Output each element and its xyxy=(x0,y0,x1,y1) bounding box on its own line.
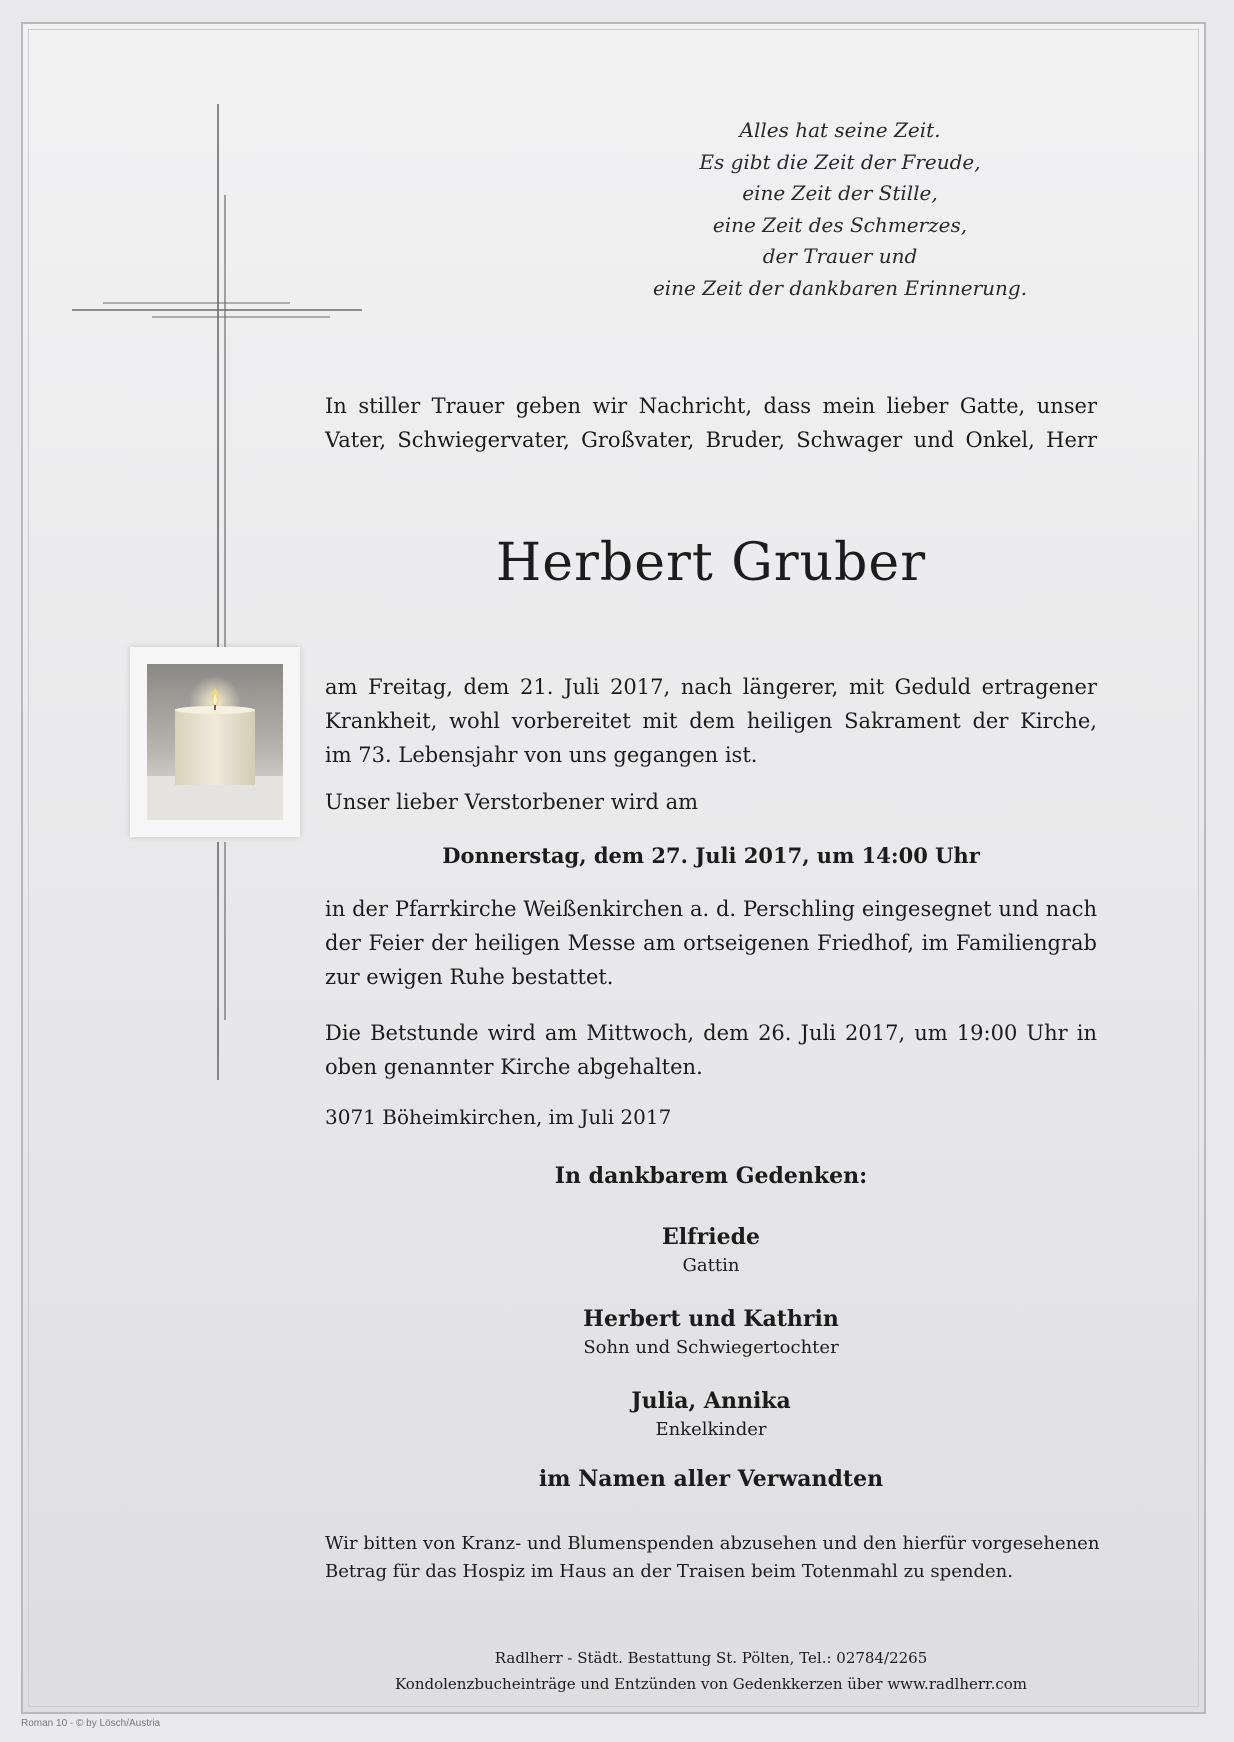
undertaker-footer xyxy=(325,1645,1097,1697)
motto-line: eine Zeit des Schmerzes, xyxy=(712,212,968,237)
mourner xyxy=(325,1386,1097,1444)
death-notice-line: am Freitag, dem 21. Juli 2017, nach längerer, mit Geduld ertragener xyxy=(325,675,1097,699)
mourner-relation: Enkelkinder xyxy=(655,1419,767,1440)
cross-icon xyxy=(0,0,380,1100)
donation-note-line: Betrag für das Hospiz im Haus an der Traisen beim Totenmahl zu spenden. xyxy=(325,1561,1013,1582)
prayer-hour-line: oben genannter Kirche abgehalten. xyxy=(325,1055,703,1079)
footer-line: Kondolenzbucheinträge und Entzünden von Gedenkkerzen über www.radlherr.com xyxy=(395,1675,1027,1693)
motto-line: der Trauer und xyxy=(762,244,918,268)
intro-paragraph xyxy=(325,389,1097,457)
mourner-relation: Gattin xyxy=(682,1255,740,1276)
death-notice-line: im 73. Lebensjahr von uns gegangen ist. xyxy=(325,743,758,767)
funeral-details xyxy=(325,892,1097,994)
imprint: Roman 10 - © by Lösch/Austria xyxy=(21,1718,161,1729)
mourner-relation: Sohn und Schwiegertochter xyxy=(583,1337,839,1358)
candle-icon xyxy=(147,664,283,820)
mourner-name: Elfriede xyxy=(662,1224,760,1250)
mourner-name: Herbert und Kathrin xyxy=(583,1306,839,1332)
motto-line: eine Zeit der Stille, xyxy=(742,181,938,205)
intro-line: In stiller Trauer geben wir Nachricht, dass mein lieber Gatte, unser xyxy=(325,394,1097,418)
mourner xyxy=(325,1304,1097,1362)
thanks-heading: In dankbarem Gedenken: xyxy=(554,1163,868,1189)
funeral-date: Donnerstag, dem 27. Juli 2017, um 14:00 Uhr xyxy=(442,843,980,868)
candle-photo xyxy=(130,647,300,837)
mourner-name: Julia, Annika xyxy=(631,1388,791,1414)
prayer-hour-line: Die Betstunde wird am Mittwoch, dem 26. Juli 2017, um 19:00 Uhr in xyxy=(325,1021,1097,1045)
motto-poem xyxy=(600,115,1080,304)
funeral-details-line: zur ewigen Ruhe bestattet. xyxy=(325,965,614,989)
intro-line: Vater, Schwiegervater, Großvater, Bruder, Schwager und Onkel, Herr xyxy=(325,428,1097,452)
deceased-name: Herbert Gruber xyxy=(495,533,927,593)
funeral-details-line: in der Pfarrkirche Weißenkirchen a. d. Perschling eingesegnet und nach xyxy=(325,897,1097,921)
relatives-line: im Namen aller Verwandten xyxy=(538,1466,884,1492)
footer-line: Radlherr - Städt. Bestattung St. Pölten, Tel.: 02784/2265 xyxy=(494,1649,928,1667)
death-notice xyxy=(325,670,1097,772)
motto-line: eine Zeit der dankbaren Erinnerung. xyxy=(652,275,1028,300)
mourner xyxy=(325,1222,1097,1280)
place-date: 3071 Böheimkirchen, im Juli 2017 xyxy=(325,1105,672,1129)
motto-line: Alles hat seine Zeit. xyxy=(739,118,941,142)
donation-note xyxy=(325,1530,1100,1586)
death-notice-line: Krankheit, wohl vorbereitet mit dem heiligen Sakrament der Kirche, xyxy=(325,709,1097,733)
motto-line: Es gibt die Zeit der Freude, xyxy=(699,149,981,174)
prayer-hour xyxy=(325,1016,1097,1084)
funeral-details-line: der Feier der heiligen Messe am ortseigenen Friedhof, im Familiengrab xyxy=(325,931,1097,955)
donation-note-line: Wir bitten von Kranz- und Blumenspenden abzusehen und den hierfür vorgesehenen xyxy=(325,1533,1100,1554)
funeral-lead: Unser lieber Verstorbener wird am xyxy=(325,790,699,814)
